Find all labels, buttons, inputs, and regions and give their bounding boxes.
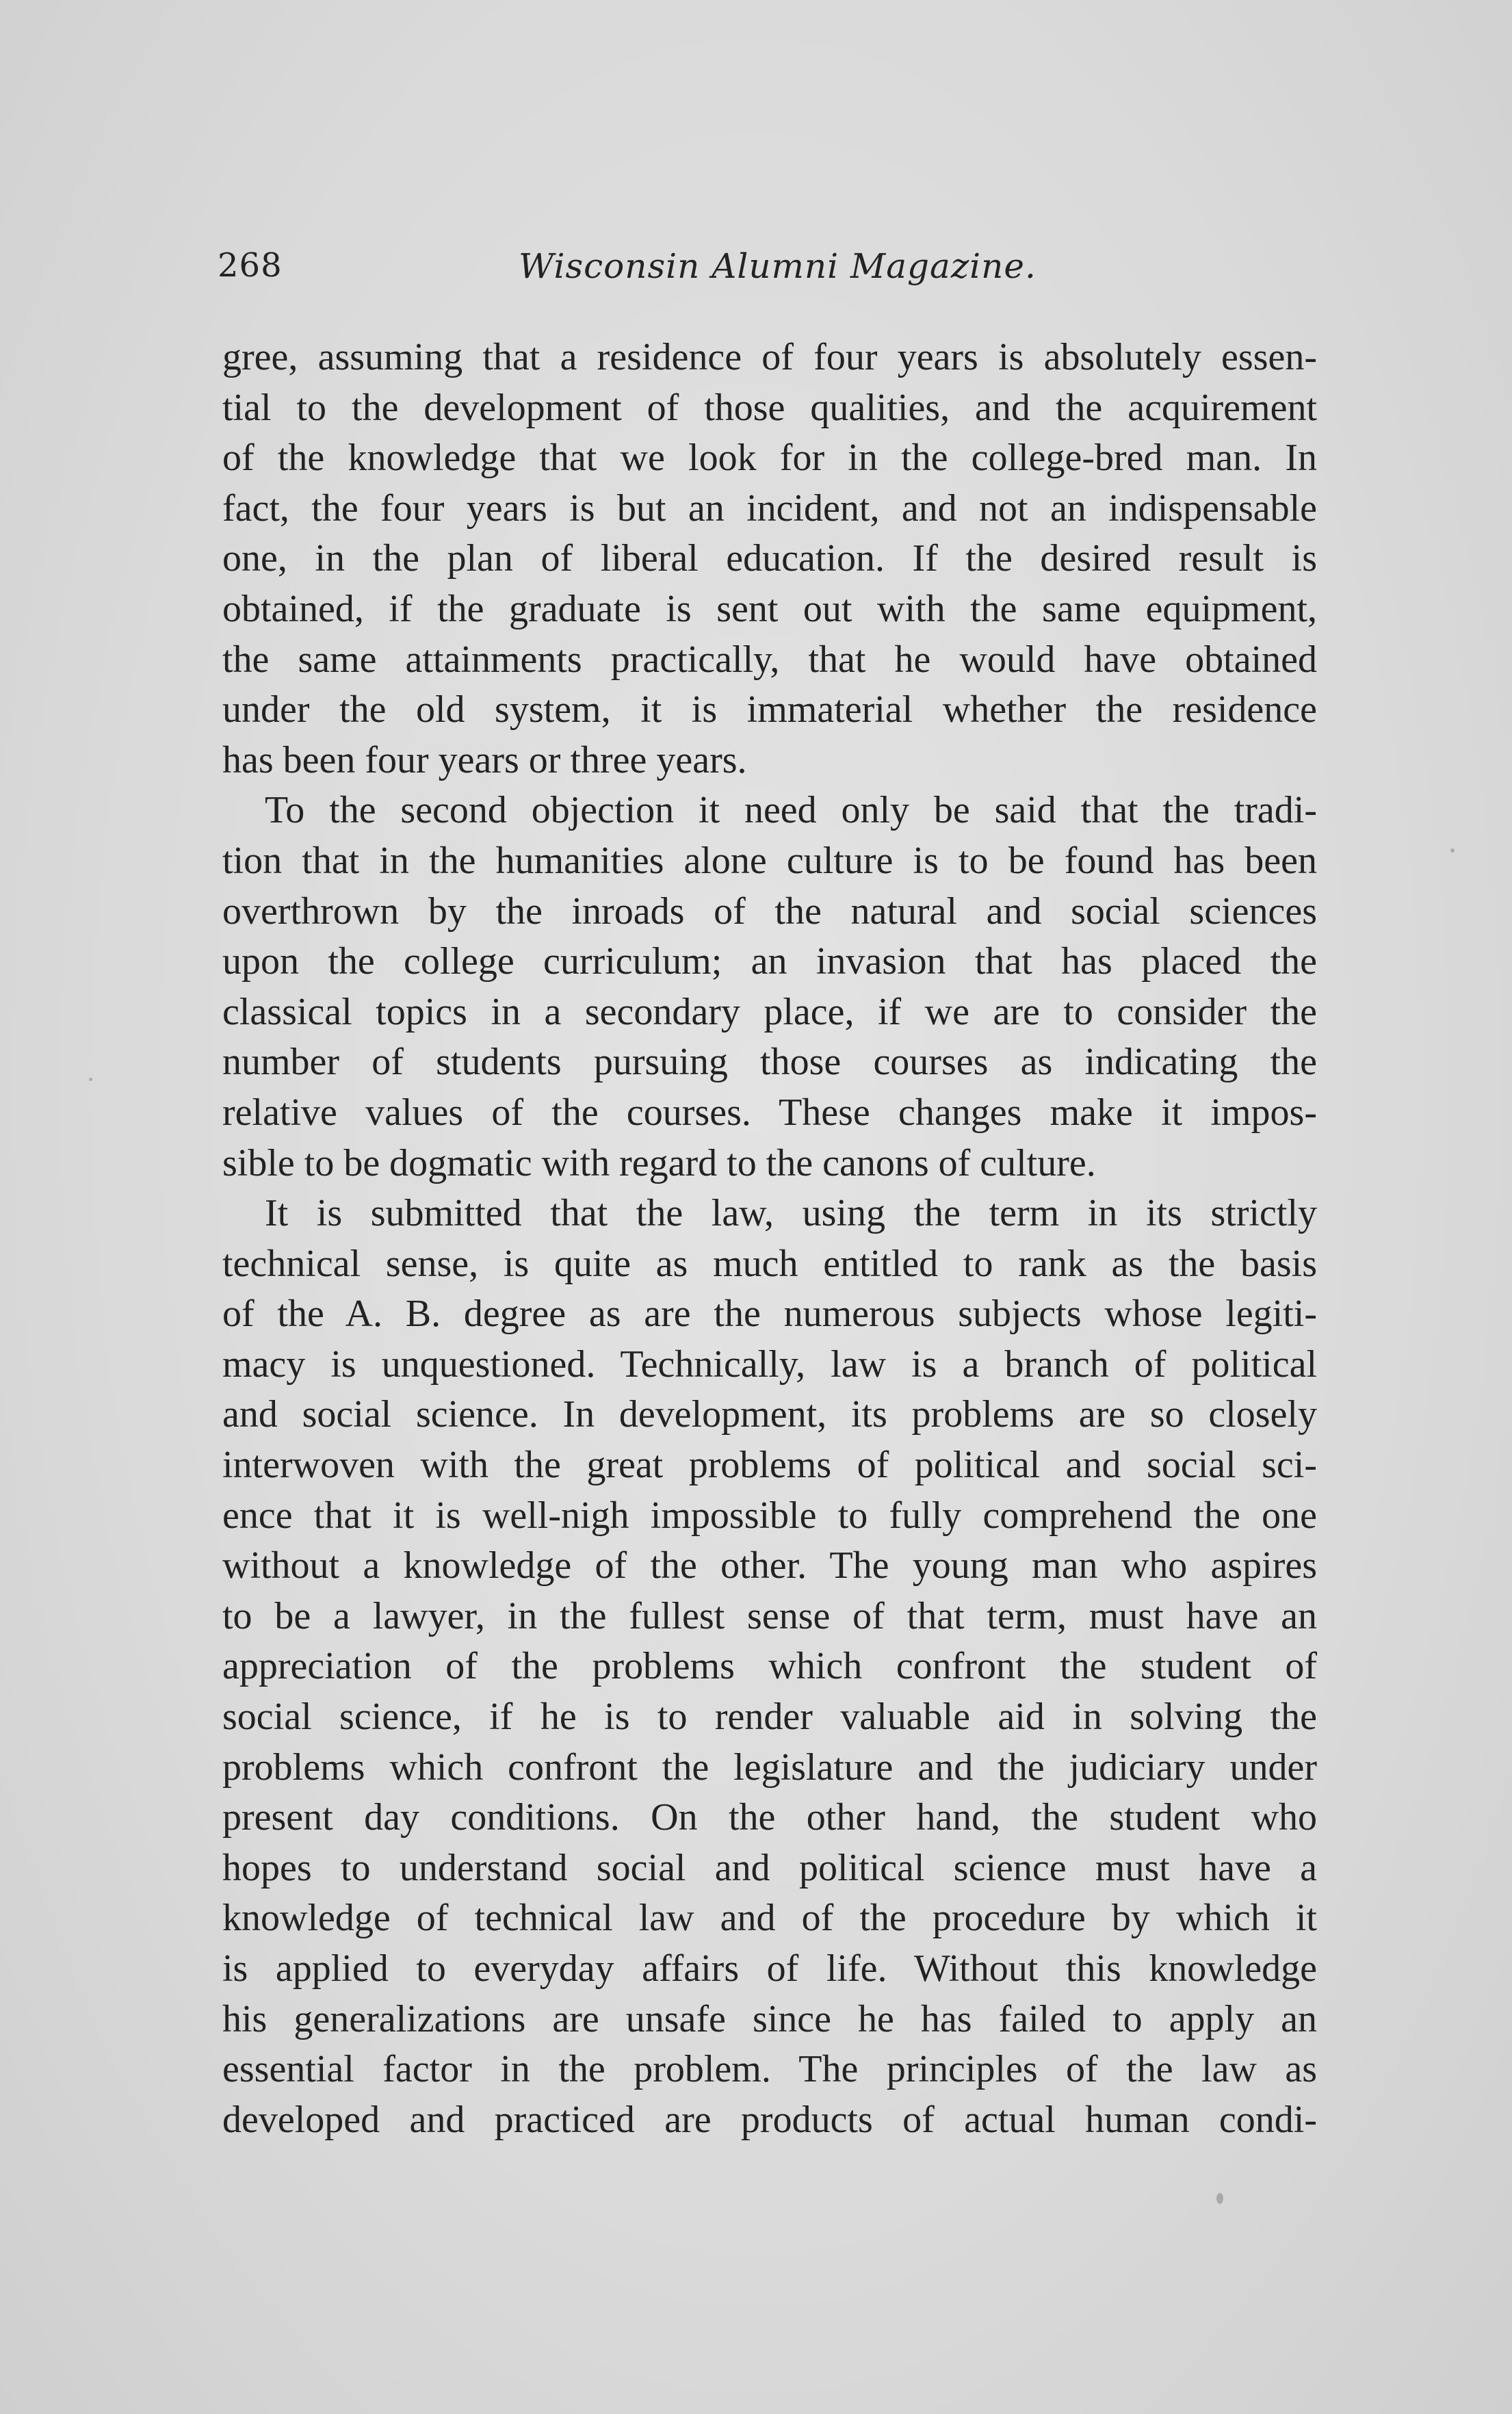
text-line: relative values of the courses. These changes make it impos- <box>222 1091 1317 1134</box>
text-line: interwoven with the great problems of political and social sci- <box>222 1444 1317 1487</box>
text-line: ence that it is well-nigh impossible to fully comprehend the one <box>222 1494 1317 1537</box>
text-line: social science, if he is to render valuable aid in solving the <box>222 1696 1317 1739</box>
page-header <box>218 246 1319 294</box>
running-title: Wisconsin Alumni Magazine. <box>519 246 1037 286</box>
text-line: his generalizations are unsafe since he has failed to apply an <box>222 1997 1317 2040</box>
text-line: macy is unquestioned. Technically, law is a branch of political <box>222 1342 1317 1386</box>
text-line: of the knowledge that we look for in the college-bred man. In <box>222 437 1317 480</box>
text-line: classical topics in a secondary place, if we are to consider the <box>222 990 1317 1033</box>
text-line: tial to the development of those qualities, and the acquirement <box>222 386 1317 429</box>
text-line: developed and practiced are products of actual human condi- <box>222 2098 1317 2141</box>
text-line: tion that in the humanities alone culture is to be found has been <box>222 839 1317 882</box>
text-line: fact, the four years is but an incident, and not an indispensable <box>222 486 1317 530</box>
text-line: one, in the plan of liberal education. If the desired result is <box>222 537 1317 580</box>
text-line: present day conditions. On the other hand, the student who <box>222 1796 1317 1839</box>
paper-speck <box>89 1078 92 1081</box>
text-line: to be a lawyer, in the fullest sense of that term, must have an <box>222 1594 1317 1637</box>
text-line: hopes to understand social and political science must have a <box>222 1846 1317 1889</box>
text-line: essential factor in the problem. The principles of the law as <box>222 2048 1317 2091</box>
text-line: obtained, if the graduate is sent out with the same equipment, <box>222 587 1317 630</box>
text-line: gree, assuming that a residence of four years is absolutely essen- <box>222 336 1317 378</box>
text-line: has been four years or three years. <box>222 738 747 781</box>
text-line: To the second objection it need only be said that the tradi- <box>265 789 1317 832</box>
page-number: 268 <box>218 246 283 285</box>
text-line: of the A. B. degree as are the numerous subjects whose legiti- <box>222 1293 1317 1336</box>
text-line: It is submitted that the law, using the term in its strictly <box>265 1192 1317 1235</box>
text-line: sible to be dogmatic with regard to the canons of culture. <box>222 1141 1096 1184</box>
paper-speck <box>1450 848 1455 853</box>
paper-speck <box>1216 2193 1223 2204</box>
text-line: is applied to everyday affairs of life. Without this knowledge <box>222 1947 1317 1990</box>
text-line: technical sense, is quite as much entitled to rank as the basis <box>222 1242 1317 1285</box>
text-line: without a knowledge of the other. The young man who aspires <box>222 1544 1317 1587</box>
text-line: problems which confront the legislature and the judiciary under <box>222 1745 1317 1789</box>
text-line: number of students pursuing those courses as indicating the <box>222 1041 1317 1084</box>
text-line: under the old system, it is immaterial whether the residence <box>222 688 1317 731</box>
text-line: overthrown by the inroads of the natural and social sciences <box>222 890 1317 933</box>
body-text <box>222 333 1317 2145</box>
text-line: and social science. In development, its problems are so closely <box>222 1393 1317 1436</box>
text-line: upon the college curriculum; an invasion that has placed the <box>222 940 1317 983</box>
text-line: knowledge of technical law and of the procedure by which it <box>222 1897 1317 1940</box>
text-line: the same attainments practically, that he would have obtained <box>222 638 1317 681</box>
text-line: appreciation of the problems which confront the student of <box>222 1645 1317 1688</box>
